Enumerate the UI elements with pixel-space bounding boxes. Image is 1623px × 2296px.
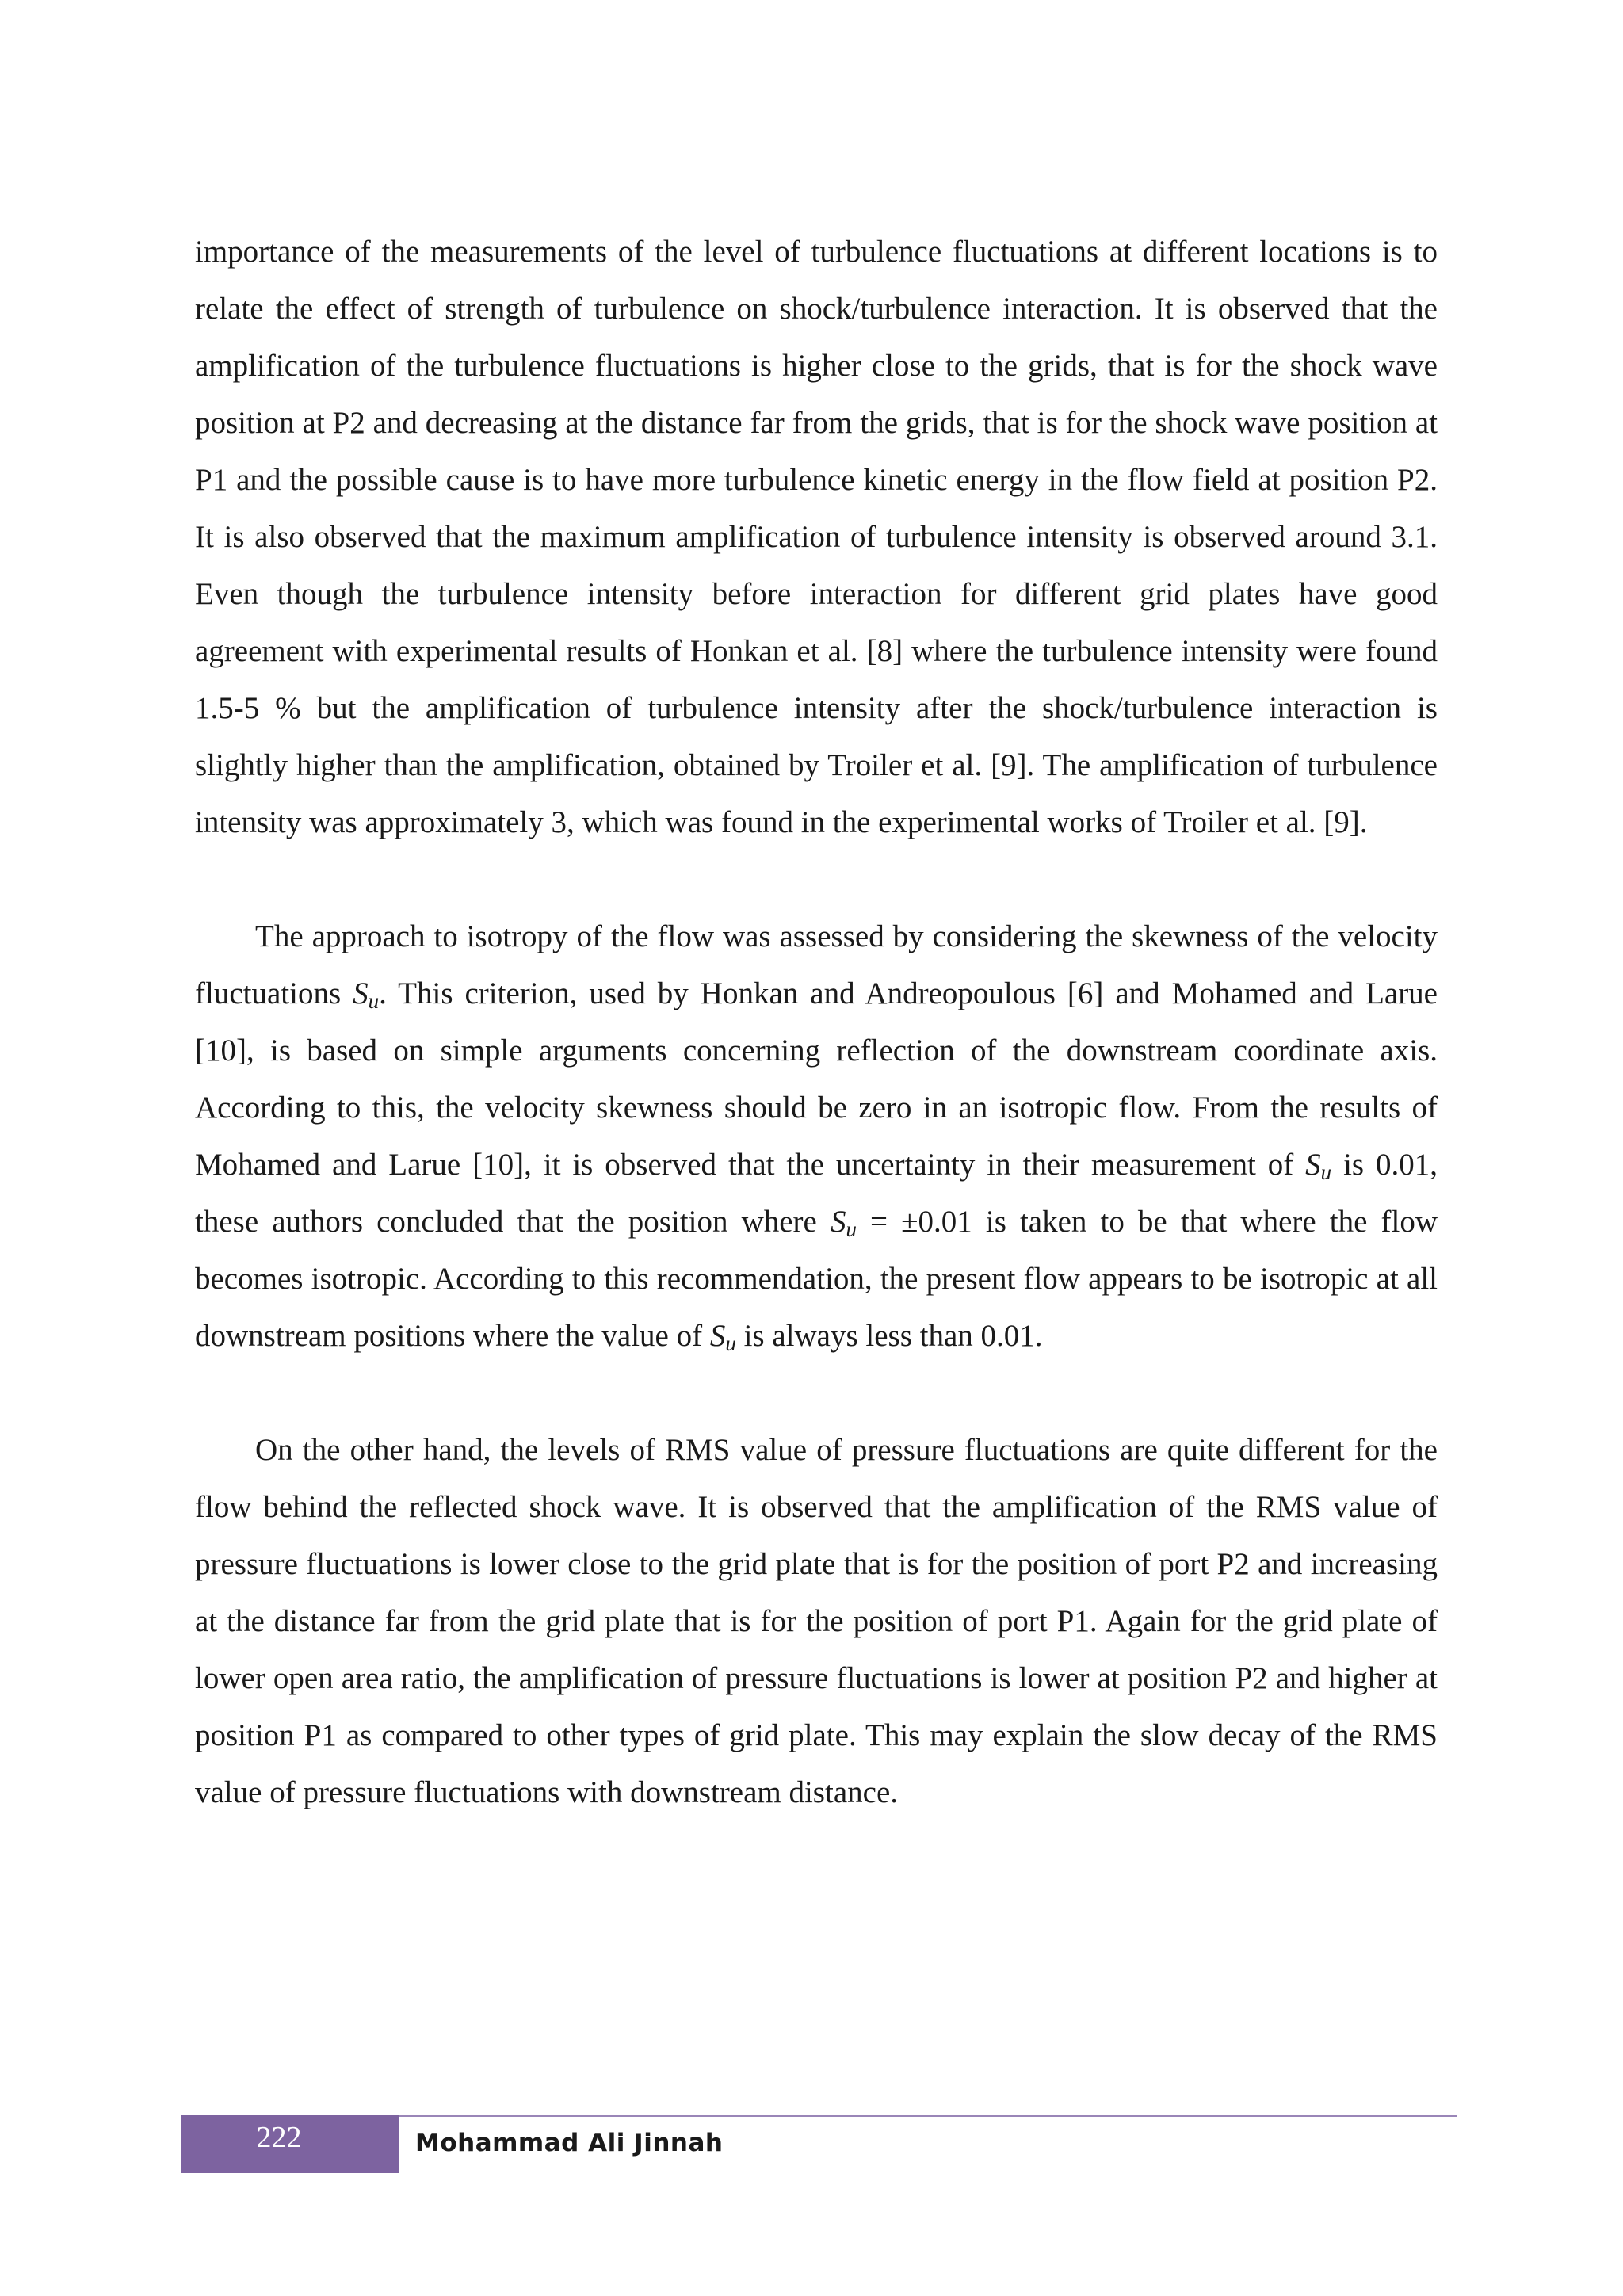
page-body (195, 223, 1438, 1821)
paragraph-rms-pressure: On the other hand, the levels of RMS value of pressure fluctuations are quite different for the flow behind the reflected shock wave. It is observed that the amplification of the RMS value of pressure fluctuations is lower close to the grid plate that is for the position of port P2 and increasing at the distance far from the grid plate that is for the position of port P1. Again for the grid plate of lower open area ratio, the amplification of pressure fluctuations is lower at position P2 and higher at position P1 as compared to other types of grid plate. This may explain the slow decay of the RMS value of pressure fluctuations with downstream distance. (195, 1433, 1438, 1809)
isotropy-text-1: The approach to isotropy of the flow was assessed by considering the skewness of the velocity fluctuations (195, 919, 1438, 1010)
skewness-symbol: $S_u$ (709, 1319, 736, 1355)
paragraph-turbulence-amplification: importance of the measurements of the level of turbulence fluctuations at different locations is to relate the effect of strength of turbulence on shock/turbulence interaction. It is observed that the amplification of the turbulence fluctuations is higher close to the grids, that is for the shock wave position at P2 and decreasing at the distance far from the grids, that is for the shock wave position at P1 and the possible cause is to have more turbulence kinetic energy in the flow field at position P2. It is also observed that the maximum amplification of turbulence intensity is observed around 3.1. Even though the turbulence intensity before interaction for different grid plates have good agreement with experimental results of Honkan et al. [8] where the turbulence intensity were found 1.5-5 % but the amplification of turbulence intensity after the shock/turbulence interaction is slightly higher than the amplification, obtained by Troiler et al. [9]. The amplification of turbulence intensity was approximately 3, which was found in the experimental works of Troiler et al. [9]. (195, 235, 1438, 839)
page-number: 222 (256, 2121, 302, 2154)
isotropy-text-4: = ±0.01 is taken to be that where the flow becomes isotropic. According to this recommendation, the present flow appears to be isotropic at all downstream positions where the value of (195, 1205, 1438, 1353)
isotropy-text-5: is always less than 0.01. (735, 1319, 1043, 1353)
isotropy-text-3: is 0.01, these authors concluded that the position where (195, 1148, 1438, 1239)
paragraph-isotropy (195, 908, 1438, 1365)
skewness-symbol: $S_u$ (1305, 1148, 1332, 1184)
isotropy-text-2: . This criterion, used by Honkan and Andreopoulous [6] and Mohamed and Larue [10], is based on simple arguments concerning reflection of the downstream coordinate axis. According to this, the velocity skewness should be zero in an isotropic flow. From the results of Mohamed and Larue [10], it is observed that the uncertainty in their measurement of (195, 976, 1438, 1182)
footer-author: Mohammad Ali Jinnah (415, 2129, 724, 2157)
skewness-symbol: $S_u$ (830, 1205, 857, 1241)
skewness-symbol: $S_u$ (353, 976, 380, 1013)
footer-rule (399, 2115, 1457, 2117)
